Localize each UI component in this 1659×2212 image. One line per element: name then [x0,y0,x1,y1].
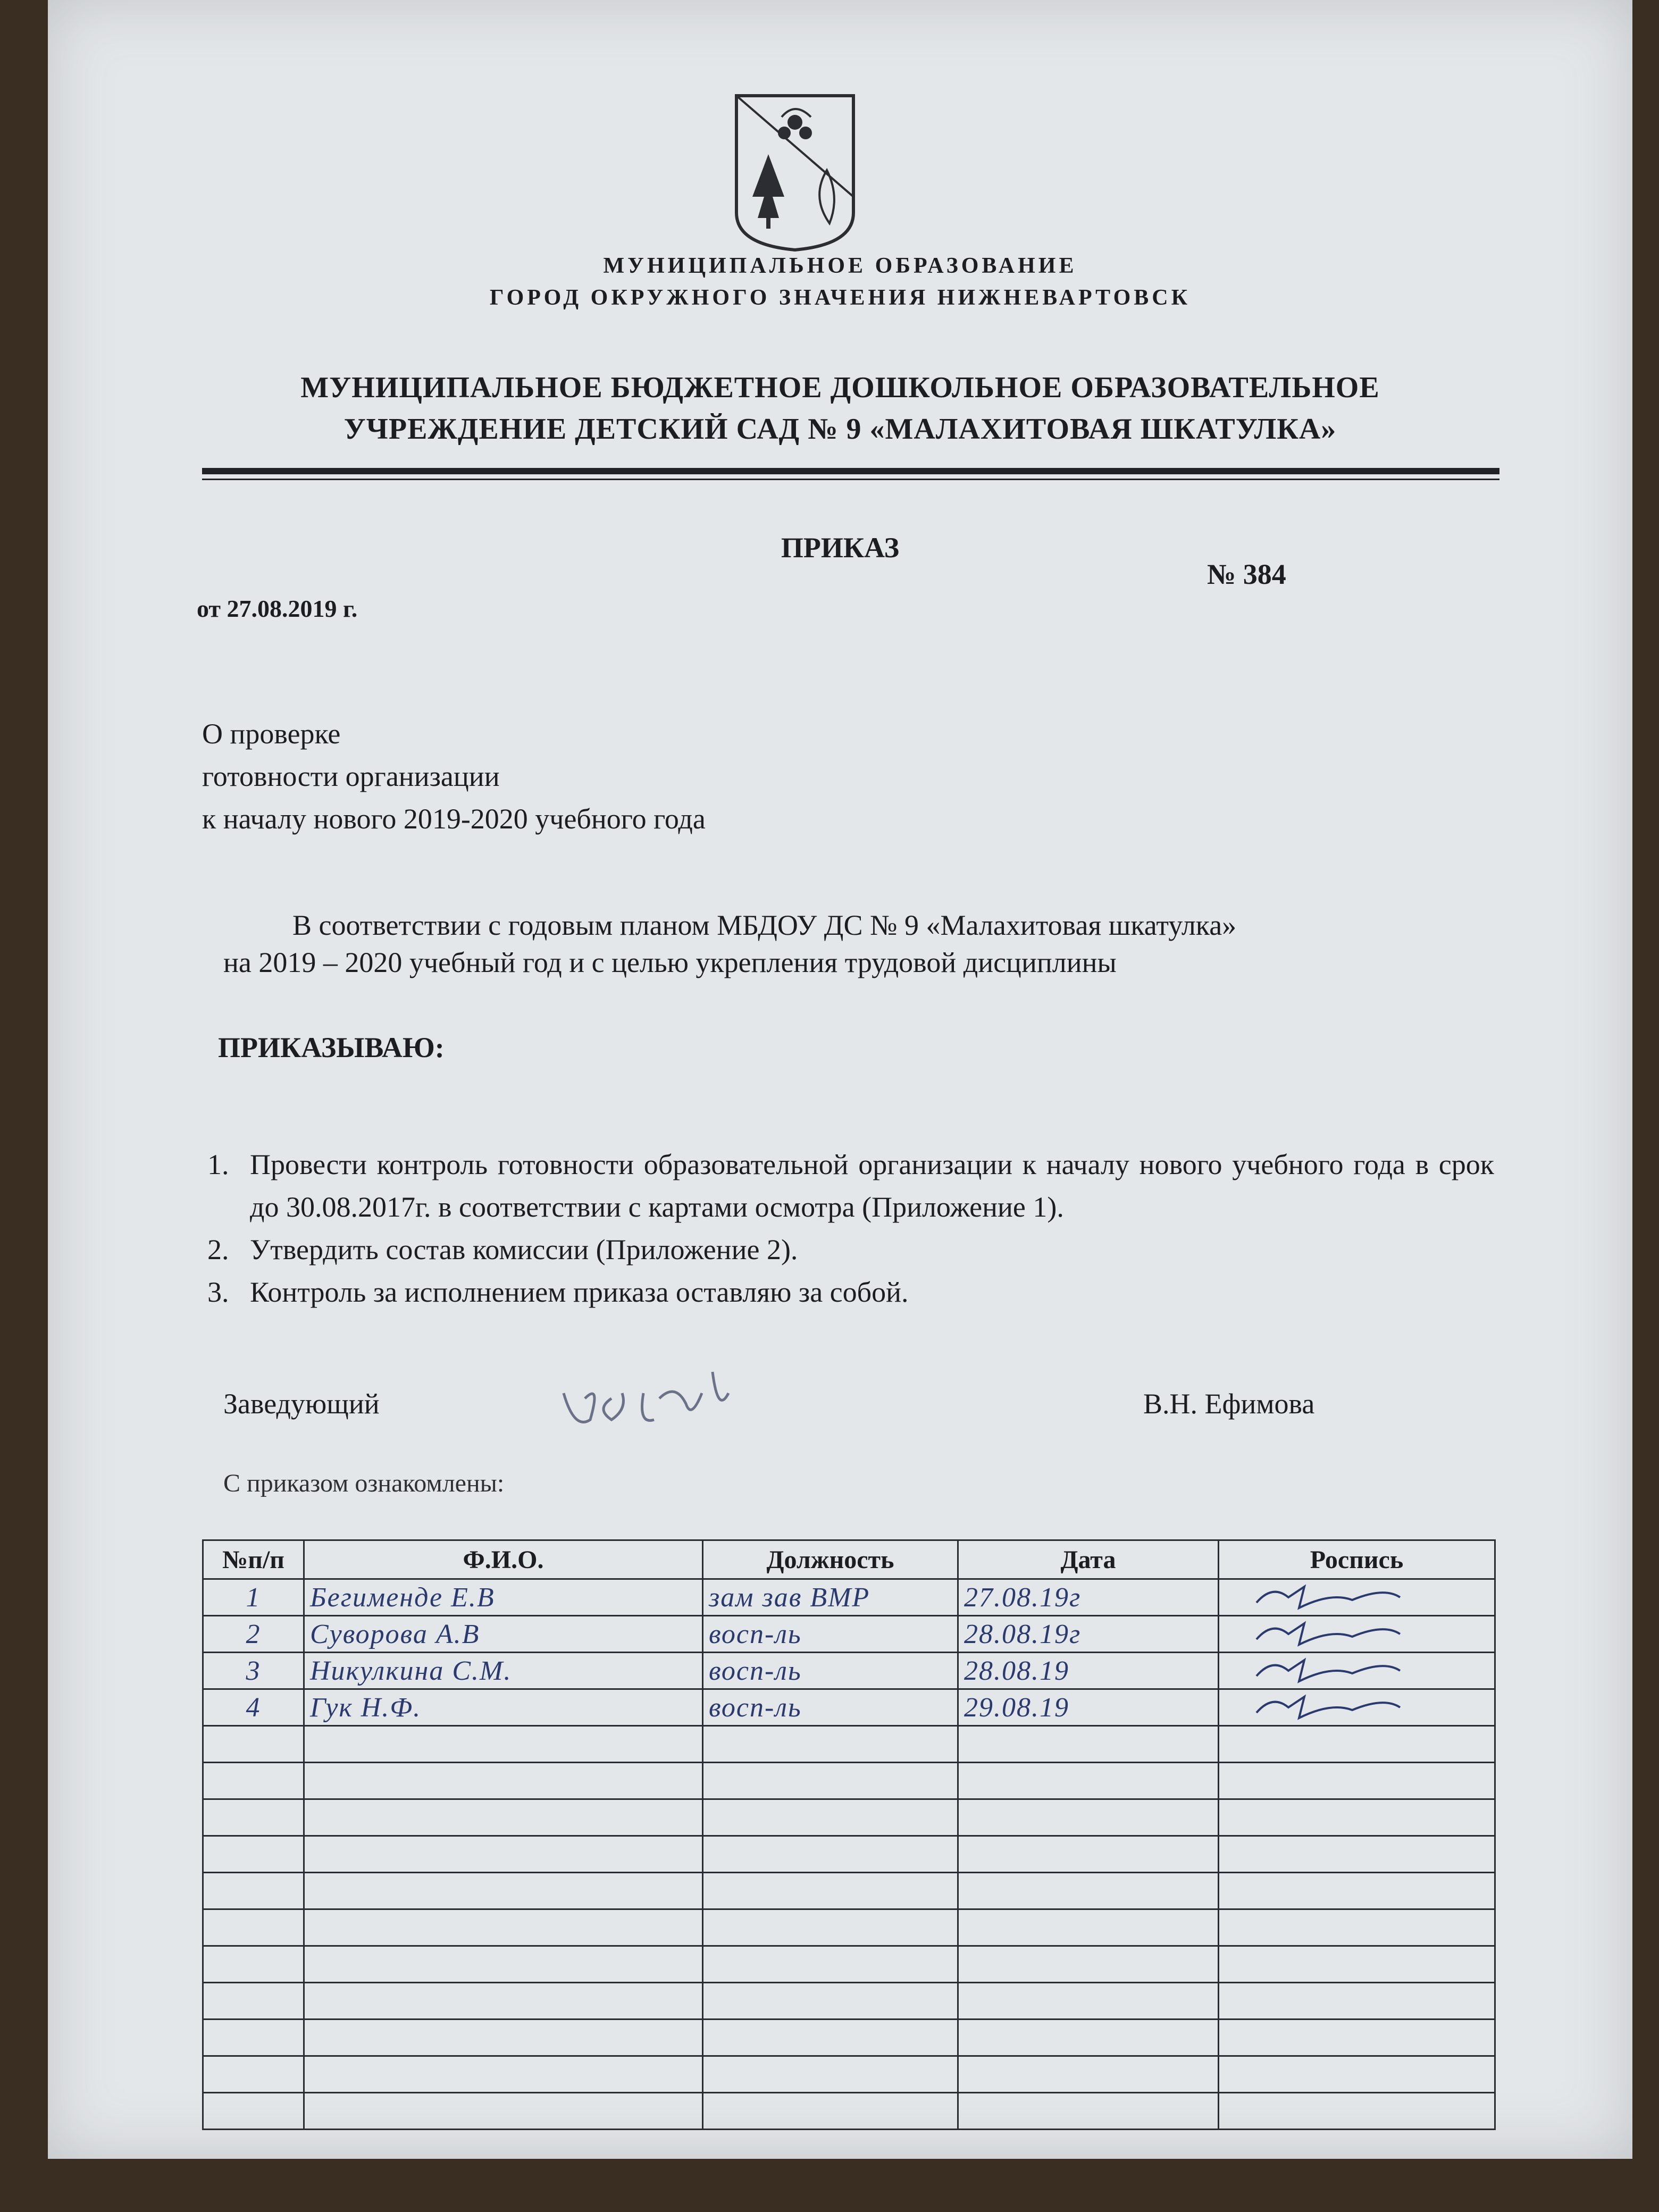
table-row [203,1873,1495,1909]
row-fio [304,2093,703,2130]
institution-line-2: УЧРЕЖДЕНИЕ ДЕТСКИЙ САД № 9 «МАЛАХИТОВАЯ ШКАТУЛКА» [343,413,1337,446]
row-position [703,1763,958,1799]
order-item [207,1228,1494,1271]
row-fio [304,1909,703,1946]
row-date [958,1726,1219,1763]
signatory-name: В.Н. Ефимова [1143,1388,1315,1420]
row-date [958,1836,1219,1873]
row-signature [1219,1836,1495,1873]
subject-line: О проверке [202,718,341,750]
table-row [203,1653,1495,1689]
row-fio [304,1763,703,1799]
row-number [203,1763,304,1799]
directive-heading: ПРИКАЗЫВАЮ: [218,1032,445,1063]
signatory-position: Заведующий [223,1388,380,1420]
row-position [703,2056,958,2093]
acknowledgement-caption: С приказом ознакомлены: [223,1469,505,1497]
institution-line-1: МУНИЦИПАЛЬНОЕ БЮДЖЕТНОЕ ДОШКОЛЬНОЕ ОБРАЗОВАТЕЛЬНОЕ [300,371,1380,404]
row-signature [1219,1983,1495,2020]
row-position [703,1836,958,1873]
row-date: 29.08.19 [958,1689,1219,1726]
municipality-line-2: ГОРОД ОКРУЖНОГО ЗНАЧЕНИЯ НИЖНЕВАРТОВСК [489,286,1191,310]
row-position [703,1726,958,1763]
row-fio [304,2020,703,2056]
row-number [203,1799,304,1836]
row-signature [1219,1726,1495,1763]
row-position [703,1799,958,1836]
row-fio [304,1836,703,1873]
row-position: восп-ль [703,1689,958,1726]
row-signature [1219,1616,1495,1653]
order-items [207,1143,1494,1313]
row-fio [304,1726,703,1763]
row-number: 2 [203,1616,304,1653]
row-position [703,2093,958,2130]
table-row [203,1763,1495,1799]
table-row [203,1836,1495,1873]
subject-line: готовности организации [202,760,500,792]
item-text: Утвердить состав комиссии (Приложение 2). [250,1234,798,1266]
row-signature [1219,1799,1495,1836]
row-fio: Бегименде Е.В [304,1579,703,1616]
row-signature [1219,2093,1495,2130]
row-number [203,2056,304,2093]
row-signature [1219,2020,1495,2056]
row-position [703,1909,958,1946]
row-date [958,1946,1219,1983]
row-fio: Гук Н.Ф. [304,1689,703,1726]
municipality-line-1: МУНИЦИПАЛЬНОЕ ОБРАЗОВАНИЕ [603,254,1077,278]
header-date: Дата [958,1540,1219,1579]
handwritten-signature [1225,1655,1448,1687]
row-date [958,1799,1219,1836]
row-date [958,2020,1219,2056]
row-number [203,1836,304,1873]
row-signature [1219,1689,1495,1726]
row-position [703,1946,958,1983]
row-date [958,1873,1219,1909]
row-number [203,1909,304,1946]
row-position [703,1983,958,2020]
handwritten-signature [1225,1691,1448,1723]
order-item [207,1143,1494,1228]
row-fio [304,2056,703,2093]
table-row [203,1909,1495,1946]
row-signature [1219,1909,1495,1946]
subject-line: к началу нового 2019-2020 учебного года [202,803,706,835]
table-row [203,1579,1495,1616]
item-text: Провести контроль готовности образовательной организации к началу нового учебного года в срок до 30.08.2017г. в соответствии с картами осмотра (Приложение 1). [250,1149,1494,1223]
header-rule-thick [202,468,1499,474]
row-signature [1219,1946,1495,1983]
row-fio [304,1983,703,2020]
row-position: восп-ль [703,1653,958,1689]
row-fio [304,1946,703,1983]
row-position: зам зав ВМР [703,1579,958,1616]
row-fio: Суворова А.В [304,1616,703,1653]
row-date [958,2056,1219,2093]
row-number [203,1726,304,1763]
row-number [203,1983,304,2020]
table-row [203,1689,1495,1726]
table-row [203,1799,1495,1836]
row-number: 3 [203,1653,304,1689]
preamble-line-1: В соответствии с годовым планом МБДОУ ДС № 9 «Малахитовая шкатулка» [292,909,1237,941]
document-page [48,0,1632,2159]
order-date: от 27.08.2019 г. [197,595,358,622]
subject-block [202,713,706,840]
coat-of-arms-emblem [731,90,859,255]
table-row [203,1983,1495,2020]
table-body [203,1579,1495,2130]
row-date: 28.08.19 [958,1653,1219,1689]
preamble-line-2: на 2019 – 2020 учебный год и с целью укрепления трудовой дисциплины [223,946,1117,978]
row-number [203,2020,304,2056]
row-number [203,1873,304,1909]
row-date [958,1909,1219,1946]
row-fio: Никулкина С.М. [304,1653,703,1689]
item-number: 3. [207,1276,229,1308]
row-signature [1219,1653,1495,1689]
row-fio [304,1799,703,1836]
header-rule-thin [202,479,1499,480]
table-row [203,1946,1495,1983]
item-text: Контроль за исполнением приказа оставляю за собой. [250,1276,909,1308]
table-header-row [203,1540,1495,1579]
item-number: 2. [207,1234,229,1266]
order-title: ПРИКАЗ [781,532,900,564]
row-position: восп-ль [703,1616,958,1653]
handwritten-signature [1225,1618,1448,1650]
table-row [203,1726,1495,1763]
header-number: №п/п [203,1540,304,1579]
table-row [203,2020,1495,2056]
row-number: 4 [203,1689,304,1726]
header-position: Должность [703,1540,958,1579]
table-row [203,1616,1495,1653]
row-number [203,2093,304,2130]
header-fio: Ф.И.О. [304,1540,703,1579]
row-fio [304,1873,703,1909]
row-signature [1219,2056,1495,2093]
row-date [958,1763,1219,1799]
row-date: 28.08.19г [958,1616,1219,1653]
order-item [207,1271,1494,1313]
handwritten-signature [1225,1581,1448,1613]
row-date: 27.08.19г [958,1579,1219,1616]
row-number: 1 [203,1579,304,1616]
row-signature [1219,1579,1495,1616]
order-number: № 384 [1207,558,1286,590]
table-row [203,2056,1495,2093]
row-signature [1219,1873,1495,1909]
item-number: 1. [207,1149,229,1180]
row-position [703,1873,958,1909]
header-signature: Роспись [1219,1540,1495,1579]
row-signature [1219,1763,1495,1799]
row-position [703,2020,958,2056]
acknowledgement-table [202,1539,1496,2130]
row-date [958,1983,1219,2020]
row-number [203,1946,304,1983]
table-row [203,2093,1495,2130]
row-date [958,2093,1219,2130]
director-signature [553,1361,766,1441]
